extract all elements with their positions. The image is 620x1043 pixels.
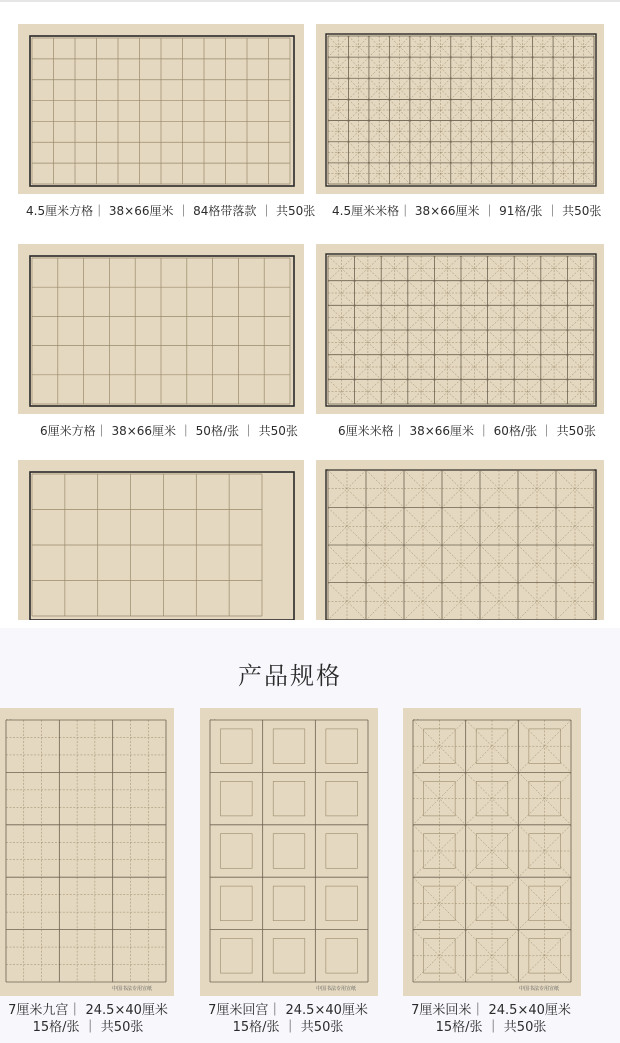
product-caption: 6厘米米格｜ 38×66厘米 ｜ 60格/张 ｜ 共50张 <box>338 424 596 438</box>
product-caption: 4.5厘米方格｜ 38×66厘米 ｜ 84格带落款 ｜ 共50张 <box>26 204 316 218</box>
paper-sample-jiugong <box>0 708 174 996</box>
product-caption-line2: 15格/张 ｜ 共50张 <box>435 1020 547 1035</box>
svg-text:· ·: · · <box>6 717 12 724</box>
product-caption-line1: 7厘米回米｜ 24.5×40厘米 <box>411 1003 571 1018</box>
paper-sample-huigong <box>200 708 378 996</box>
paper-sample-square-6 <box>18 244 304 414</box>
product-caption-line2: 15格/张 ｜ 共50张 <box>232 1020 344 1035</box>
top-divider <box>0 0 620 2</box>
product-caption-line1: 7厘米九宫｜ 24.5×40厘米 <box>8 1003 168 1018</box>
paper-sample-huimi <box>403 708 581 996</box>
product-caption-line1: 7厘米回宫｜ 24.5×40厘米 <box>208 1003 368 1018</box>
section-title: 产品规格 <box>238 662 342 690</box>
product-caption: 6厘米方格｜ 38×66厘米 ｜ 50格/张 ｜ 共50张 <box>40 424 298 438</box>
paper-sample-square-large <box>18 460 304 620</box>
product-caption: 4.5厘米米格｜ 38×66厘米 ｜ 91格/张 ｜ 共50张 <box>332 204 602 218</box>
svg-text:中国书法专用宣纸: 中国书法专用宣纸 <box>519 986 560 992</box>
paper-sample-mi-6 <box>316 244 604 414</box>
paper-sample-square-4-5 <box>18 24 304 194</box>
svg-text:中国书法专用宣纸: 中国书法专用宣纸 <box>316 986 357 992</box>
product-caption-line2: 15格/张 ｜ 共50张 <box>32 1020 144 1035</box>
paper-sample-mi-4-5 <box>316 24 604 194</box>
paper-sample-mi-large <box>316 460 604 620</box>
svg-text:· ·: · · <box>413 717 419 724</box>
svg-text:中国书法专用宣纸: 中国书法专用宣纸 <box>112 986 153 992</box>
svg-text:· ·: · · <box>210 717 216 724</box>
